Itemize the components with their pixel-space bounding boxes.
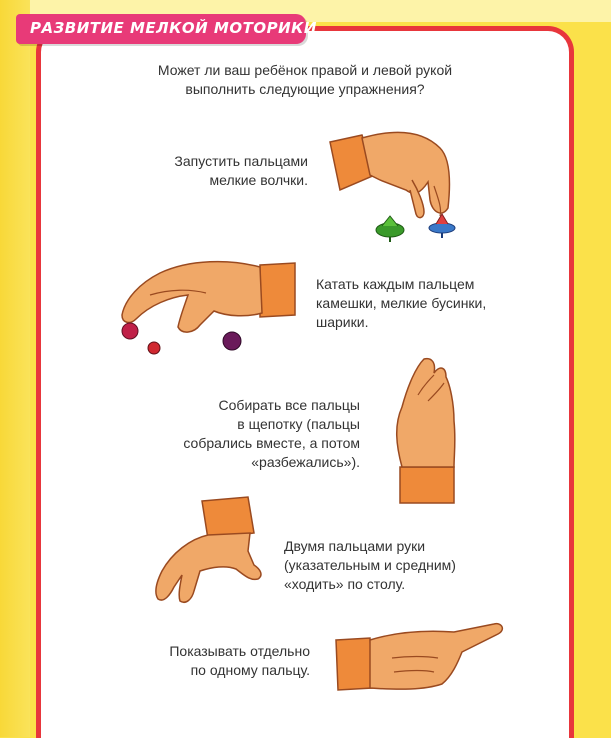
hand-pinch-illustration [388, 355, 468, 505]
purple-bead [223, 332, 241, 350]
exercise-line: Показывать отдельно [169, 643, 310, 659]
exercise-line: собрались вместе, а потом [183, 435, 360, 451]
left-strip [0, 0, 30, 737]
exercise-line: мелкие волчки. [209, 172, 308, 188]
hand-rolling-beads-illustration [110, 255, 300, 365]
exercise-3-text [160, 396, 360, 472]
hand-spinning-tops-illustration [320, 120, 470, 250]
intro-text [100, 61, 510, 99]
intro-line: Может ли ваш ребёнок правой и левой рукой [157, 62, 453, 78]
hand-walking-fingers-illustration [150, 495, 280, 610]
exercise-line: Запустить пальцами [174, 153, 308, 169]
blue-top [429, 214, 455, 238]
green-top [376, 216, 404, 242]
exercise-line: Собирать все пальцы [218, 397, 360, 413]
exercise-5-text [110, 642, 310, 680]
exercise-1-text [120, 152, 308, 190]
intro-line: выполнить следующие упражнения? [185, 81, 425, 97]
red-bead-large [122, 323, 138, 339]
hand-pointing-finger-illustration [334, 618, 509, 700]
exercise-line: «разбежались»). [251, 454, 360, 470]
exercise-line: по одному пальцу. [190, 662, 310, 678]
page-title: РАЗВИТИЕ МЕЛКОЙ МОТОРИКИ [30, 19, 317, 37]
exercise-line: Двумя пальцами руки [284, 538, 426, 554]
exercise-line: в щепотку (пальцы [237, 416, 360, 432]
exercise-4-text [284, 537, 524, 594]
exercise-line: (указательным и средним) [284, 557, 456, 573]
exercise-line: Катать каждым пальцем [316, 276, 475, 292]
exercise-line: шарики. [316, 314, 369, 330]
red-bead-small [148, 342, 160, 354]
exercise-2-text [316, 275, 546, 332]
exercise-line: «ходить» по столу. [284, 576, 406, 592]
exercise-line: камешки, мелкие бусинки, [316, 295, 487, 311]
